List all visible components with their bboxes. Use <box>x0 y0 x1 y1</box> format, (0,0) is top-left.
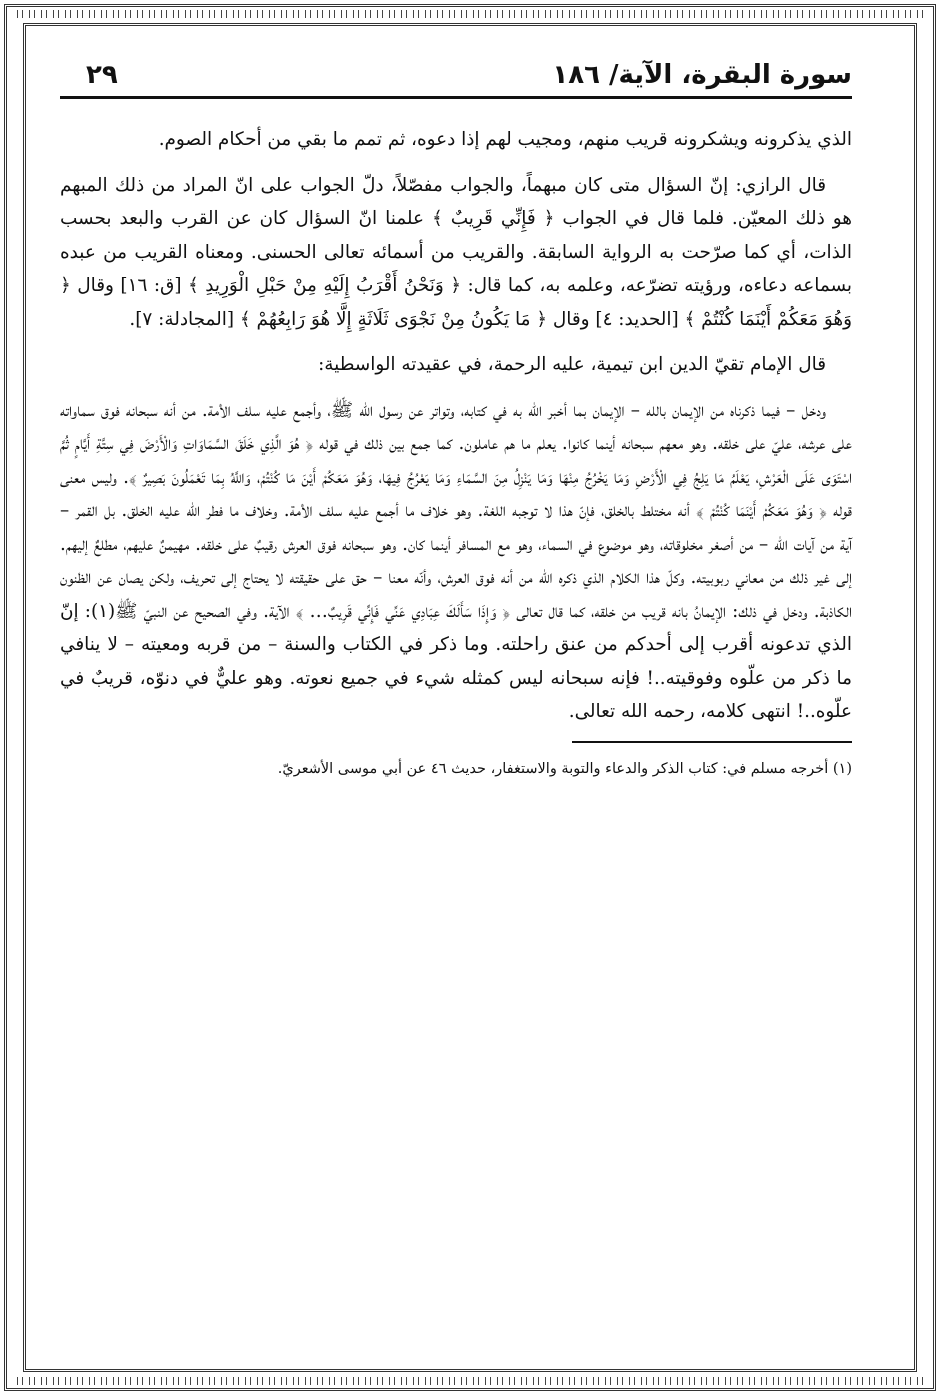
paragraph-1: الذي يذكرونه ويشكرونه قريب منهم، ومجيب لهم إذا دعوه، ثم تمم ما بقي من أحكام الصوم. <box>158 129 852 150</box>
paragraph-wasitiyya-quote: ودخل – فيما ذكرناه من الإيمان بالله – الإيمان بما أخبر الله به في كتابه، وتواتر عن رسول الله ﷺ، وأجمع عليه سلف الأمة. من أنه سبحانه فوق سماواته على عرشه، عليّ على خلقه. وهو معهم سبحانه أينما كانوا. يعلم ما هم عاملون. كما جمع بين ذلك في قوله ﴿ هُوَ الَّذِي خَلَقَ السَّمَاوَاتِ وَالْأَرْضَ فِي سِتَّةِ أَيَّامٍ ثُمَّ اسْتَوَى عَلَى الْعَرْشِ، يَعْلَمُ مَا يَلِجُ فِي الْأَرْضِ وَمَا يَخْرُجُ مِنْهَا وَمَا يَنْزِلُ مِنَ السَّمَاءِ وَمَا يَعْرُجُ فِيهَا، وَهُوَ مَعَكُمْ أَيْنَ مَا كُنْتُمْ، وَاللَّهُ بِمَا تَعْمَلُونَ بَصِيرٌ ﴾. وليس معنى قوله ﴿ وَهُوَ مَعَكُمْ أَيْنَمَا كُنْتُمْ ﴾ أنه مختلط بالخلق، فإنّ هذا لا توجبه اللغة. وهو خلاف ما أجمع عليه سلف الأمة. وخلاف ما فطر الله عليه الخلق. بل القمر – آية من آيات الله – من أصغر مخلوقاته، وهو موضوع في السماء، وهو مع المسافر أينما كان. وهو سبحانه فوق العرش رقيبٌ على خلقه. مهيمنٌ عليهم، مطلعٌ إليهم. إلى غير ذلك من معاني ربوبيته. وكلّ هذا الكلام الذي ذكره الله من أنه فوق العرش، وأنّه معنا – حق على حقيقته لا يحتاج إلى تحريف، ولكن يصان عن الظنون الكاذبة. ودخل في ذلك: الإيمانُ بانه قريب من خلقه، كما قال تعالى ﴿ وَإِذَا سَأَلَكَ عِبَادِي عَنِّي فَإِنِّي قَرِيبٌ… ﴾ الآية. وفي الصحيح عن النبيّ ﷺ(١): إنّ الذي تدعونه أقرب إلى أحدكم من عنق راحلته. وما ذكر في الكتاب والسنة – من قربه ومعيته – لا ينافي ما ذكر من علّوه وفوقيته..! فإنه سبحانه ليس كمثله شيء في جميع نعوته. وهو عليٌّ في دنوّه، قريبٌ في علّوه..! انتهى كلامه، رحمه الله تعالى. <box>59 399 852 722</box>
paragraph-razi: قال الرازي: إنّ السؤال متى كان مبهماً، والجواب مفصّلاً، دلّ الجواب على انّ المراد من ذلك المبهم هو ذلك المعيّن. فلما قال في الجواب ﴿ فَإِنِّي قَرِيبٌ ﴾ علمنا انّ السؤال كان عن القرب والبعد بحسب الذات، أي كما صرّحت به الرواية السابقة. والقريب من أسمائه تعالى الحسنى. ومعناه القريب من عبده بسماعه دعاءه، ورؤيته تضرّعه، وعلمه به، كما قال: ﴿ وَنَحْنُ أَقْرَبُ إِلَيْهِ مِنْ حَبْلِ الْوَرِيدِ ﴾ [ق: ١٦] وقال ﴿ وَهُوَ مَعَكُمْ أَيْنَمَا كُنْتُمْ ﴾ [الحديد: ٤] وقال ﴿ مَا يَكُونُ مِنْ نَجْوَى ثَلَاثَةٍ إِلَّا هُوَ رَابِعُهُمْ ﴾ [المجادلة: ٧]. <box>60 174 852 330</box>
page-number: ٢٩ <box>86 60 118 90</box>
footnote: (١) أخرجه مسلم في: كتاب الذكر والدعاء والتوبة والاستغفار، حديث ٤٦ عن أبي موسى الأشعريّ. <box>277 761 852 777</box>
sura-title: سورة البقرة، الآية/ ١٨٦ <box>552 60 852 90</box>
paragraph-ibn-taymiyya-intro: قال الإمام تقيّ الدين ابن تيمية، عليه الرحمة، في عقيدته الواسطية: <box>318 354 826 375</box>
footnote-divider <box>572 741 852 743</box>
page-header <box>60 60 852 99</box>
book-page <box>60 60 852 796</box>
